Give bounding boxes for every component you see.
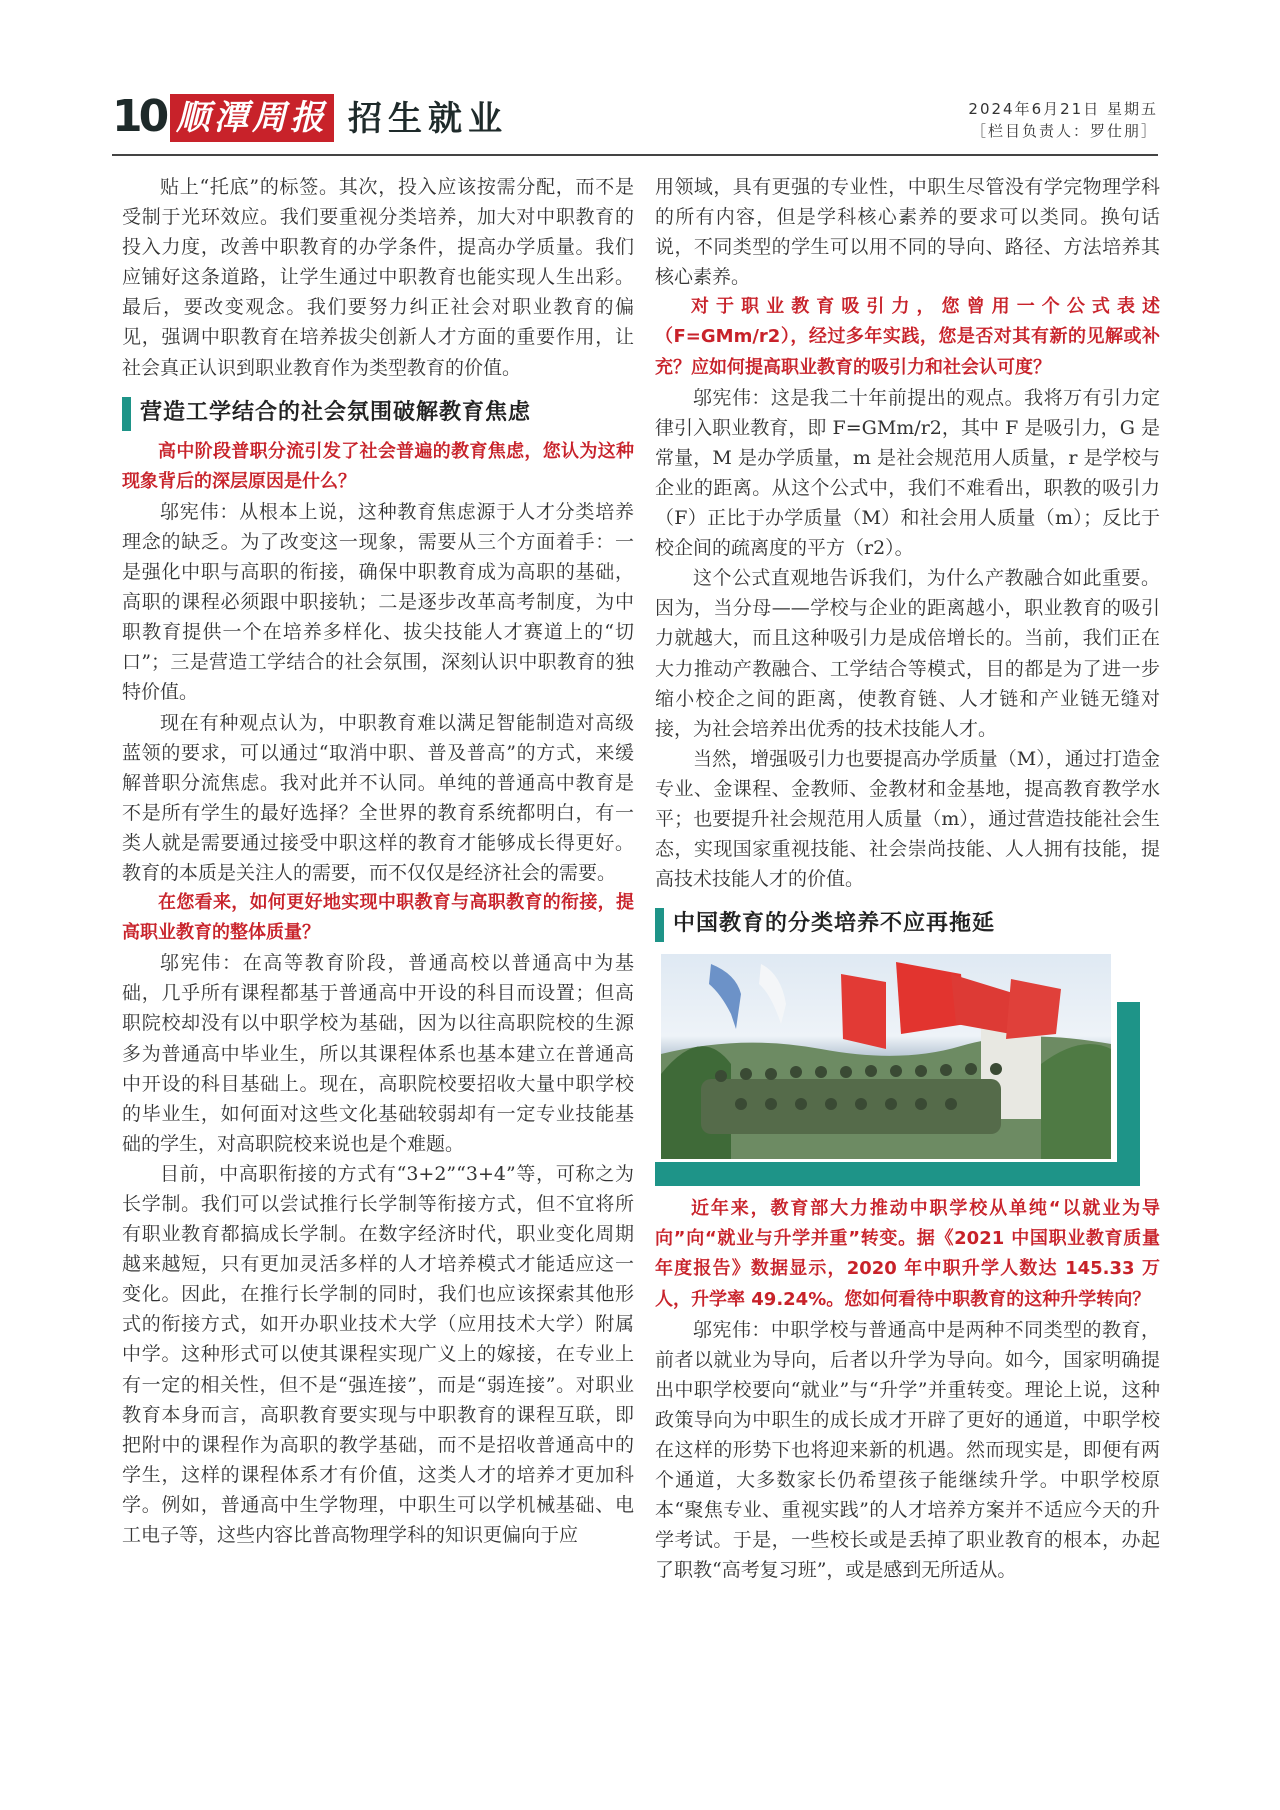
heading-accent-bar xyxy=(655,908,664,942)
interview-question: 对于职业教育吸引力，您曾用一个公式表述（F=GMm/r2），经过多年实践，您是否对其有新的见解或补充？应如何提高职业教育的吸引力和社会认可度？ xyxy=(655,296,1160,378)
group-photo-with-flags xyxy=(661,954,1111,1159)
photo-block xyxy=(655,950,1160,1182)
column-editor: ［栏目负责人：罗仕朋］ xyxy=(970,122,1158,140)
paragraph: 当然，增强吸引力也要提高办学质量（M），通过打造金专业、金课程、金教师、金教材和金基地，提高教育教学水平；也要提升社会规范用人质量（m），通过营造技能社会生态，实现国家重视技能、社会崇尚技能、人人拥有技能，提高技术技能人才的价值。 xyxy=(655,747,1160,891)
interview-question: 近年来，教育部大力推动中职学校从单纯“以就业为导向”向“就业与升学并重”转变。据《2021 中国职业教育质量年度报告》数据显示，2020 年中职升学人数达 145.33 万人，升学率 49.24%。您如何看待中职教育的这种升学转向？ xyxy=(655,1198,1160,1310)
section-heading-text: 中国教育的分类培养不应再拖延 xyxy=(673,911,996,937)
paragraph: 这个公式直观地告诉我们，为什么产教融合如此重要。因为，当分母——学校与企业的距离越小，职业教育的吸引力就越大，而且这种吸引力是成倍增长的。当前，我们正在大力推动产教融合、工学结合等模式，目的都是为了进一步缩小校企之间的距离，使教育链、人才链和产业链无缝对接，为社会培养出优秀的技术技能人才。 xyxy=(655,567,1160,740)
header-rule xyxy=(112,154,1158,156)
paragraph: 贴上“托底”的标签。其次，投入应该按需分配，而不是受制于光环效应。我们要重视分类培养，加大对中职教育的投入力度，改善中职教育的办学条件，提高办学质量。我们应铺好这条道路，让学生通过中职教育也能实现人生出彩。最后，要改变观念。我们要努力纠正社会对职业教育的偏见，强调中职教育在培养拔尖创新人才方面的重要作用，让社会真正认识到职业教育作为类型教育的价值。 xyxy=(122,176,634,379)
photo-frame-horizontal xyxy=(655,1162,1140,1186)
paragraph: 邬宪伟：中职学校与普通高中是两种不同类型的教育，前者以就业为导向，后者以升学为导向。如今，国家明确提出中职学校要向“就业”与“升学”并重转变。理论上说，这种政策导向为中职生的成长成才开辟了更好的通道，中职学校在这样的形势下也将迎来新的机遇。然而现实是，即便有两个通道，大多数家长仍希望孩子能继续升学。中职学校原本“聚焦专业、重视实践”的人才培养方案并不适应今天的升学考试。于是，一些校长或是丢掉了职业教育的根本，办起了职教“高考复习班”，或是感到无所适从。 xyxy=(655,1318,1160,1582)
photo-frame-vertical xyxy=(1117,1002,1140,1186)
heading-accent-bar xyxy=(122,397,131,431)
left-column xyxy=(122,172,634,1550)
interview-question: 在您看来，如何更好地实现中职教育与高职教育的衔接，提高职业教育的整体质量？ xyxy=(122,892,634,944)
issue-date: 2024年6月21日 星期五 xyxy=(968,100,1158,118)
header-meta xyxy=(968,98,1158,142)
newspaper-logo: 顺潭周报 xyxy=(170,94,334,142)
paragraph: 现在有种观点认为，中职教育难以满足智能制造对高级蓝领的要求，可以通过“取消中职、普及普高”的方式，来缓解普职分流焦虑。我对此并不认同。单纯的普通高中教育是不是所有学生的最好选择？全世界的教育系统都明白，有一类人就是需要通过接受中职这样的教育才能够成长得更好。教育的本质是关注人的需要，而不仅仅是经济社会的需要。 xyxy=(122,711,634,884)
paragraph: 目前，中高职衔接的方式有“3+2”“3+4”等，可称之为长学制。我们可以尝试推行长学制等衔接方式，但不宜将所有职业教育都搞成长学制。在数字经济时代，职业变化周期越来越短，只有更加灵活多样的人才培养模式才能适应这一变化。因此，在推行长学制的同时，我们也应该探索其他形式的衔接方式，如开办职业技术大学（应用技术大学）附属中学。这种形式可以使其课程实现广义上的嫁接，在专业上有一定的相关性，但不是“强连接”，而是“弱连接”。对职业教育本身而言，高职教育要实现与中职教育的课程互联，即把附中的课程作为高职的教学基础，而不是招收普通高中的学生，这样的课程体系才有价值，这类人才的培养才更加科学。例如，普通高中生学物理，中职生可以学机械基础、电工电子等，这些内容比普高物理学科的知识更偏向于应 xyxy=(122,1162,634,1547)
page-number: 10 xyxy=(112,91,166,142)
paragraph: 邬宪伟：在高等教育阶段，普通高校以普通高中为基础，几乎所有课程都基于普通高中开设的科目而设置；但高职院校却没有以中职学校为基础，因为以往高职院校的生源多为普通高中毕业生，所以其课程体系也基本建立在普通高中开设的科目基础上。现在，高职院校要招收大量中职学校的毕业生，如何面对这些文化基础较弱却有一定专业技能基础的学生，对高职院校来说也是个难题。 xyxy=(122,952,634,1155)
right-column xyxy=(655,172,1160,1585)
section-heading-text: 营造工学结合的社会氛围破解教育焦虑 xyxy=(140,399,532,425)
paragraph: 邬宪伟：从根本上说，这种教育焦虑源于人才分类培养理念的缺乏。为了改变这一现象，需要从三个方面着手：一是强化中职与高职的衔接，确保中职教育成为高职的基础，高职的课程必须跟中职接轨；二是逐步改革高考制度，为中职教育提供一个在培养多样化、拔尖技能人才赛道上的“切口”；三是营造工学结合的社会氛围，深刻认识中职教育的独特价值。 xyxy=(122,500,634,704)
paragraph: 用领域，具有更强的专业性，中职生尽管没有学完物理学科的所有内容，但是学科核心素养的要求可以类同。换句话说，不同类型的学生可以用不同的导向、路径、方法培养其核心素养。 xyxy=(655,176,1160,289)
section-heading xyxy=(122,395,634,431)
section-heading xyxy=(655,906,1160,942)
interview-question: 高中阶段普职分流引发了社会普遍的教育焦虑，您认为这种现象背后的深层原因是什么？ xyxy=(122,440,634,492)
section-title: 招生就业 xyxy=(348,99,508,139)
paragraph: 邬宪伟：这是我二十年前提出的观点。我将万有引力定律引入职业教育，即 F=GMm/r2，其中 F 是吸引力，G 是常量，M 是办学质量，m 是社会规范用人质量，r 是学校与企业的距离。从这个公式中，我们不难看出，职教的吸引力（F）正比于办学质量（M）和社会用人质量（m）；反比于校企间的疏离度的平方（r2）。 xyxy=(655,386,1160,560)
